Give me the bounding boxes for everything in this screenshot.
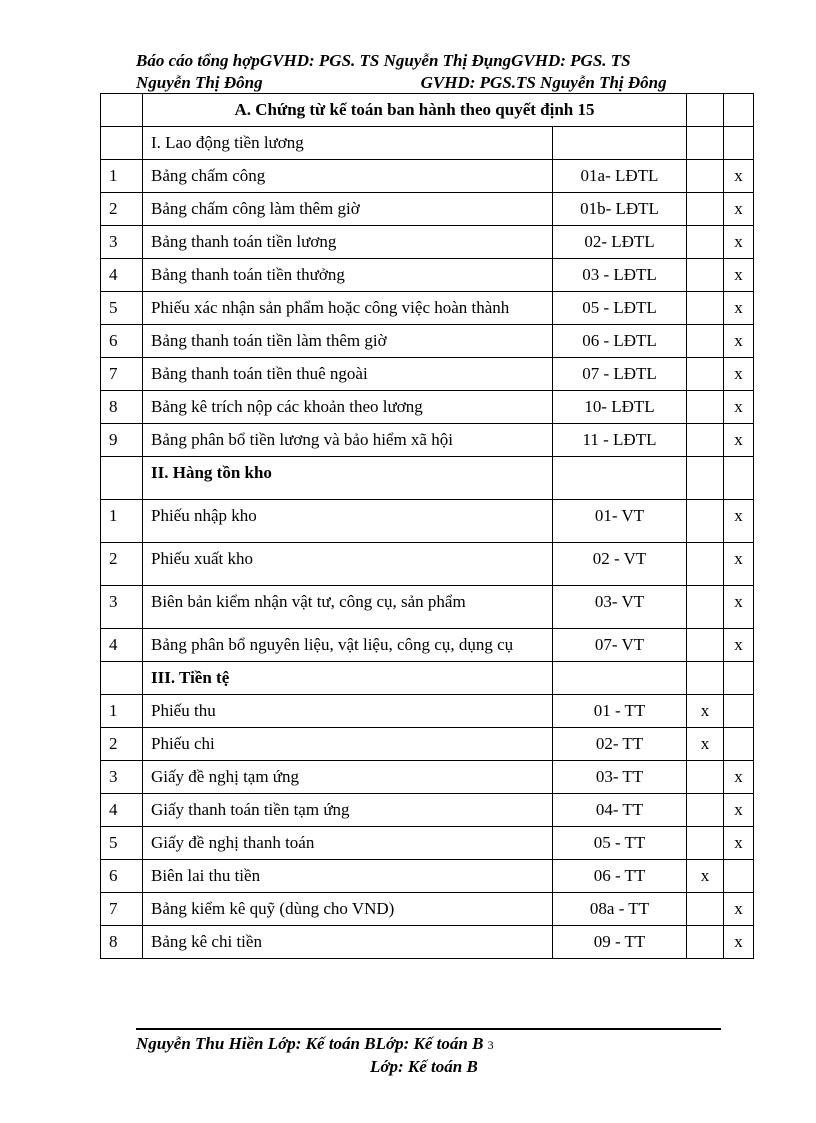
row-number: 8 [101, 391, 143, 424]
mark-col-1 [687, 761, 724, 794]
document-code: 03 - LĐTL [553, 259, 687, 292]
mark-col-1 [687, 893, 724, 926]
mark-col-1 [687, 292, 724, 325]
row-number: 5 [101, 292, 143, 325]
table-row [101, 358, 754, 391]
mark-col-1 [687, 193, 724, 226]
table-row [101, 728, 754, 761]
document-code: 10- LĐTL [553, 391, 687, 424]
document-code: 07- VT [553, 629, 687, 662]
section-heading-row [101, 457, 754, 500]
document-name: Bảng thanh toán tiền thưởng [143, 259, 553, 292]
row-number: 8 [101, 926, 143, 959]
table-row [101, 160, 754, 193]
document-name: Bảng phân bổ nguyên liệu, vật liệu, công cụ, dụng cụ [143, 629, 553, 662]
mark-col-1 [687, 358, 724, 391]
document-code: 06 - LĐTL [553, 325, 687, 358]
mark-col-2: x [724, 794, 754, 827]
mark-col-2: x [724, 259, 754, 292]
document-code: 01- VT [553, 500, 687, 543]
mark-col-2: x [724, 358, 754, 391]
mark-col-1 [687, 325, 724, 358]
footer-line-2: Lớp: Kế toán B [370, 1057, 478, 1076]
mark-col-2: x [724, 160, 754, 193]
document-code: 02- TT [553, 728, 687, 761]
document-name: Biên lai thu tiền [143, 860, 553, 893]
mark-col-1 [687, 794, 724, 827]
footer-author-class: Nguyễn Thu Hiền Lớp: Kế toán BLớp: Kế toán B [136, 1034, 484, 1053]
table-row [101, 193, 754, 226]
document-name: Giấy đề nghị thanh toán [143, 827, 553, 860]
mark-col-1 [687, 160, 724, 193]
table-row [101, 543, 754, 586]
document-name: Bảng chấm công làm thêm giờ [143, 193, 553, 226]
table-row [101, 860, 754, 893]
row-number: 6 [101, 860, 143, 893]
table-row [101, 226, 754, 259]
document-code: 09 - TT [553, 926, 687, 959]
header-author: Nguyễn Thị Đông [136, 73, 263, 92]
header-supervisor: GVHD: PGS.TS Nguyễn Thị Đông [420, 73, 667, 92]
row-number: 1 [101, 695, 143, 728]
table-row [101, 794, 754, 827]
mark-col-1 [687, 391, 724, 424]
row-number: 2 [101, 193, 143, 226]
mark-col-2: x [724, 629, 754, 662]
table-title-row [101, 94, 754, 127]
mark-col-1 [687, 226, 724, 259]
mark-col-1: x [687, 728, 724, 761]
table-title: A. Chứng từ kế toán ban hành theo quyết định 15 [143, 94, 687, 127]
document-name: Bảng kê chi tiền [143, 926, 553, 959]
row-number: 1 [101, 160, 143, 193]
mark-col-2 [724, 695, 754, 728]
table-row [101, 586, 754, 629]
row-number: 4 [101, 629, 143, 662]
row-number: 7 [101, 893, 143, 926]
mark-col-2: x [724, 193, 754, 226]
document-code: 03- VT [553, 586, 687, 629]
document-table [100, 93, 754, 959]
document-name: Phiếu thu [143, 695, 553, 728]
table-row [101, 292, 754, 325]
mark-col-2 [724, 728, 754, 761]
table-row [101, 695, 754, 728]
row-number: 1 [101, 500, 143, 543]
row-number: 7 [101, 358, 143, 391]
document-code: 03- TT [553, 761, 687, 794]
table-row [101, 500, 754, 543]
mark-col-2: x [724, 500, 754, 543]
row-number: 2 [101, 543, 143, 586]
mark-col-2: x [724, 292, 754, 325]
document-code: 06 - TT [553, 860, 687, 893]
row-number: 3 [101, 586, 143, 629]
row-number: 3 [101, 226, 143, 259]
mark-col-2: x [724, 543, 754, 586]
row-number: 5 [101, 827, 143, 860]
document-code: 04- TT [553, 794, 687, 827]
section-heading: I. Lao động tiền lương [143, 127, 553, 160]
table-row [101, 424, 754, 457]
row-number: 9 [101, 424, 143, 457]
document-name: Biên bản kiểm nhận vật tư, công cụ, sản phẩm [143, 586, 553, 629]
table-row [101, 761, 754, 794]
document-name: Bảng thanh toán tiền thuê ngoài [143, 358, 553, 391]
document-code: 01b- LĐTL [553, 193, 687, 226]
table-row [101, 259, 754, 292]
document-name: Phiếu nhập kho [143, 500, 553, 543]
header-line-1: Báo cáo tổng hợpGVHD: PGS. TS Nguyễn Thị ĐụngGVHD: PGS. TS [136, 51, 631, 70]
table-row [101, 325, 754, 358]
row-number: 6 [101, 325, 143, 358]
mark-col-1 [687, 543, 724, 586]
mark-col-2: x [724, 226, 754, 259]
document-code: 11 - LĐTL [553, 424, 687, 457]
document-code: 01a- LĐTL [553, 160, 687, 193]
mark-col-2: x [724, 926, 754, 959]
mark-col-1: x [687, 695, 724, 728]
row-number: 2 [101, 728, 143, 761]
document-name: Phiếu xác nhận sản phẩm hoặc công việc hoàn thành [143, 292, 553, 325]
mark-col-1: x [687, 860, 724, 893]
document-name: Phiếu xuất kho [143, 543, 553, 586]
mark-col-2: x [724, 424, 754, 457]
document-name: Bảng kiểm kê quỹ (dùng cho VND) [143, 893, 553, 926]
table-row [101, 827, 754, 860]
mark-col-2 [724, 860, 754, 893]
page-header [136, 50, 726, 94]
section-heading: III. Tiền tệ [143, 662, 553, 695]
table-row [101, 893, 754, 926]
mark-col-1 [687, 629, 724, 662]
document-code: 07 - LĐTL [553, 358, 687, 391]
mark-col-1 [687, 827, 724, 860]
mark-col-2: x [724, 325, 754, 358]
document-name: Bảng kê trích nộp các khoản theo lương [143, 391, 553, 424]
mark-col-1 [687, 586, 724, 629]
row-number: 3 [101, 761, 143, 794]
mark-col-2: x [724, 827, 754, 860]
mark-col-1 [687, 926, 724, 959]
section-heading-row [101, 127, 754, 160]
section-heading: II. Hàng tồn kho [143, 457, 553, 500]
document-name: Giấy thanh toán tiền tạm ứng [143, 794, 553, 827]
table-row [101, 391, 754, 424]
header-line-2 [136, 72, 726, 94]
document-code: 08a - TT [553, 893, 687, 926]
page-footer [136, 1033, 726, 1078]
mark-col-2: x [724, 893, 754, 926]
mark-col-1 [687, 424, 724, 457]
mark-col-1 [687, 500, 724, 543]
document-name: Bảng phân bổ tiền lương và bảo hiểm xã hội [143, 424, 553, 457]
page-number: 3 [487, 1038, 494, 1052]
mark-col-2: x [724, 391, 754, 424]
document-name: Bảng thanh toán tiền làm thêm giờ [143, 325, 553, 358]
document-code: 05 - LĐTL [553, 292, 687, 325]
document-code: 05 - TT [553, 827, 687, 860]
document-code: 02 - VT [553, 543, 687, 586]
table-row [101, 629, 754, 662]
document-name: Giấy đề nghị tạm ứng [143, 761, 553, 794]
mark-col-2: x [724, 761, 754, 794]
footer-divider [136, 1028, 721, 1030]
document-name: Bảng thanh toán tiền lương [143, 226, 553, 259]
document-name: Bảng chấm công [143, 160, 553, 193]
mark-col-1 [687, 259, 724, 292]
section-heading-row [101, 662, 754, 695]
document-code: 02- LĐTL [553, 226, 687, 259]
footer-line-1 [136, 1033, 726, 1056]
document-name: Phiếu chi [143, 728, 553, 761]
table-row [101, 926, 754, 959]
mark-col-2: x [724, 586, 754, 629]
row-number: 4 [101, 259, 143, 292]
document-code: 01 - TT [553, 695, 687, 728]
row-number: 4 [101, 794, 143, 827]
